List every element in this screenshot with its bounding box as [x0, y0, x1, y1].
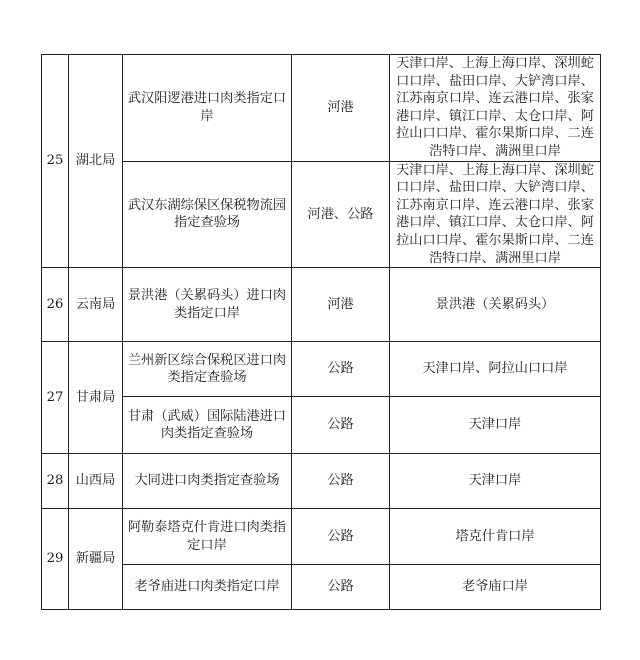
transport-mode: 河港、公路	[292, 161, 390, 268]
site-name: 阿勒泰塔克什肯进口肉类指定口岸	[123, 509, 292, 565]
transport-mode: 公路	[292, 509, 390, 565]
row-number: 25	[42, 55, 69, 268]
bureau-name: 湖北局	[69, 55, 123, 268]
site-name: 武汉阳逻港进口肉类指定口岸	[123, 55, 292, 162]
transport-mode: 河港	[292, 268, 390, 342]
entry-ports: 天津口岸、阿拉山口口岸	[390, 342, 601, 397]
table-row	[42, 454, 601, 509]
table-row	[42, 342, 601, 397]
entry-ports: 塔克什肯口岸	[390, 509, 601, 565]
entry-ports: 天津口岸	[390, 397, 601, 454]
site-name: 武汉东湖综保区保税物流园指定查验场	[123, 161, 292, 268]
entry-ports: 景洪港（关累码头）	[390, 268, 601, 342]
site-name: 景洪港（关累码头）进口肉类指定口岸	[123, 268, 292, 342]
site-name: 大同进口肉类指定查验场	[123, 454, 292, 509]
bureau-name: 新疆局	[69, 509, 123, 610]
table-row	[42, 397, 601, 454]
bureau-name: 山西局	[69, 454, 123, 509]
ports-table	[41, 54, 601, 610]
row-number: 26	[42, 268, 69, 342]
transport-mode: 公路	[292, 565, 390, 610]
transport-mode: 河港	[292, 55, 390, 162]
transport-mode: 公路	[292, 454, 390, 509]
table-row	[42, 509, 601, 565]
transport-mode: 公路	[292, 397, 390, 454]
entry-ports: 天津口岸、上海上海口岸、深圳蛇口口岸、盐田口岸、大铲湾口岸、江苏南京口岸、连云港口岸、张家港口岸、镇江口岸、太仓口岸、阿拉山口口岸、霍尔果斯口岸、二连浩特口岸、满洲里口岸	[390, 161, 601, 268]
row-number: 27	[42, 342, 69, 454]
table-row	[42, 161, 601, 268]
entry-ports: 天津口岸	[390, 454, 601, 509]
row-number: 29	[42, 509, 69, 610]
table-row	[42, 55, 601, 162]
table-row	[42, 565, 601, 610]
site-name: 兰州新区综合保税区进口肉类指定查验场	[123, 342, 292, 397]
entry-ports: 老爷庙口岸	[390, 565, 601, 610]
site-name: 老爷庙进口肉类指定口岸	[123, 565, 292, 610]
row-number: 28	[42, 454, 69, 509]
bureau-name: 云南局	[69, 268, 123, 342]
entry-ports: 天津口岸、上海上海口岸、深圳蛇口口岸、盐田口岸、大铲湾口岸、江苏南京口岸、连云港口岸、张家港口岸、镇江口岸、太仓口岸、阿拉山口口岸、霍尔果斯口岸、二连浩特口岸、满洲里口岸	[390, 55, 601, 162]
transport-mode: 公路	[292, 342, 390, 397]
table-row	[42, 268, 601, 342]
site-name: 甘肃（武威）国际陆港进口肉类指定查验场	[123, 397, 292, 454]
bureau-name: 甘肃局	[69, 342, 123, 454]
